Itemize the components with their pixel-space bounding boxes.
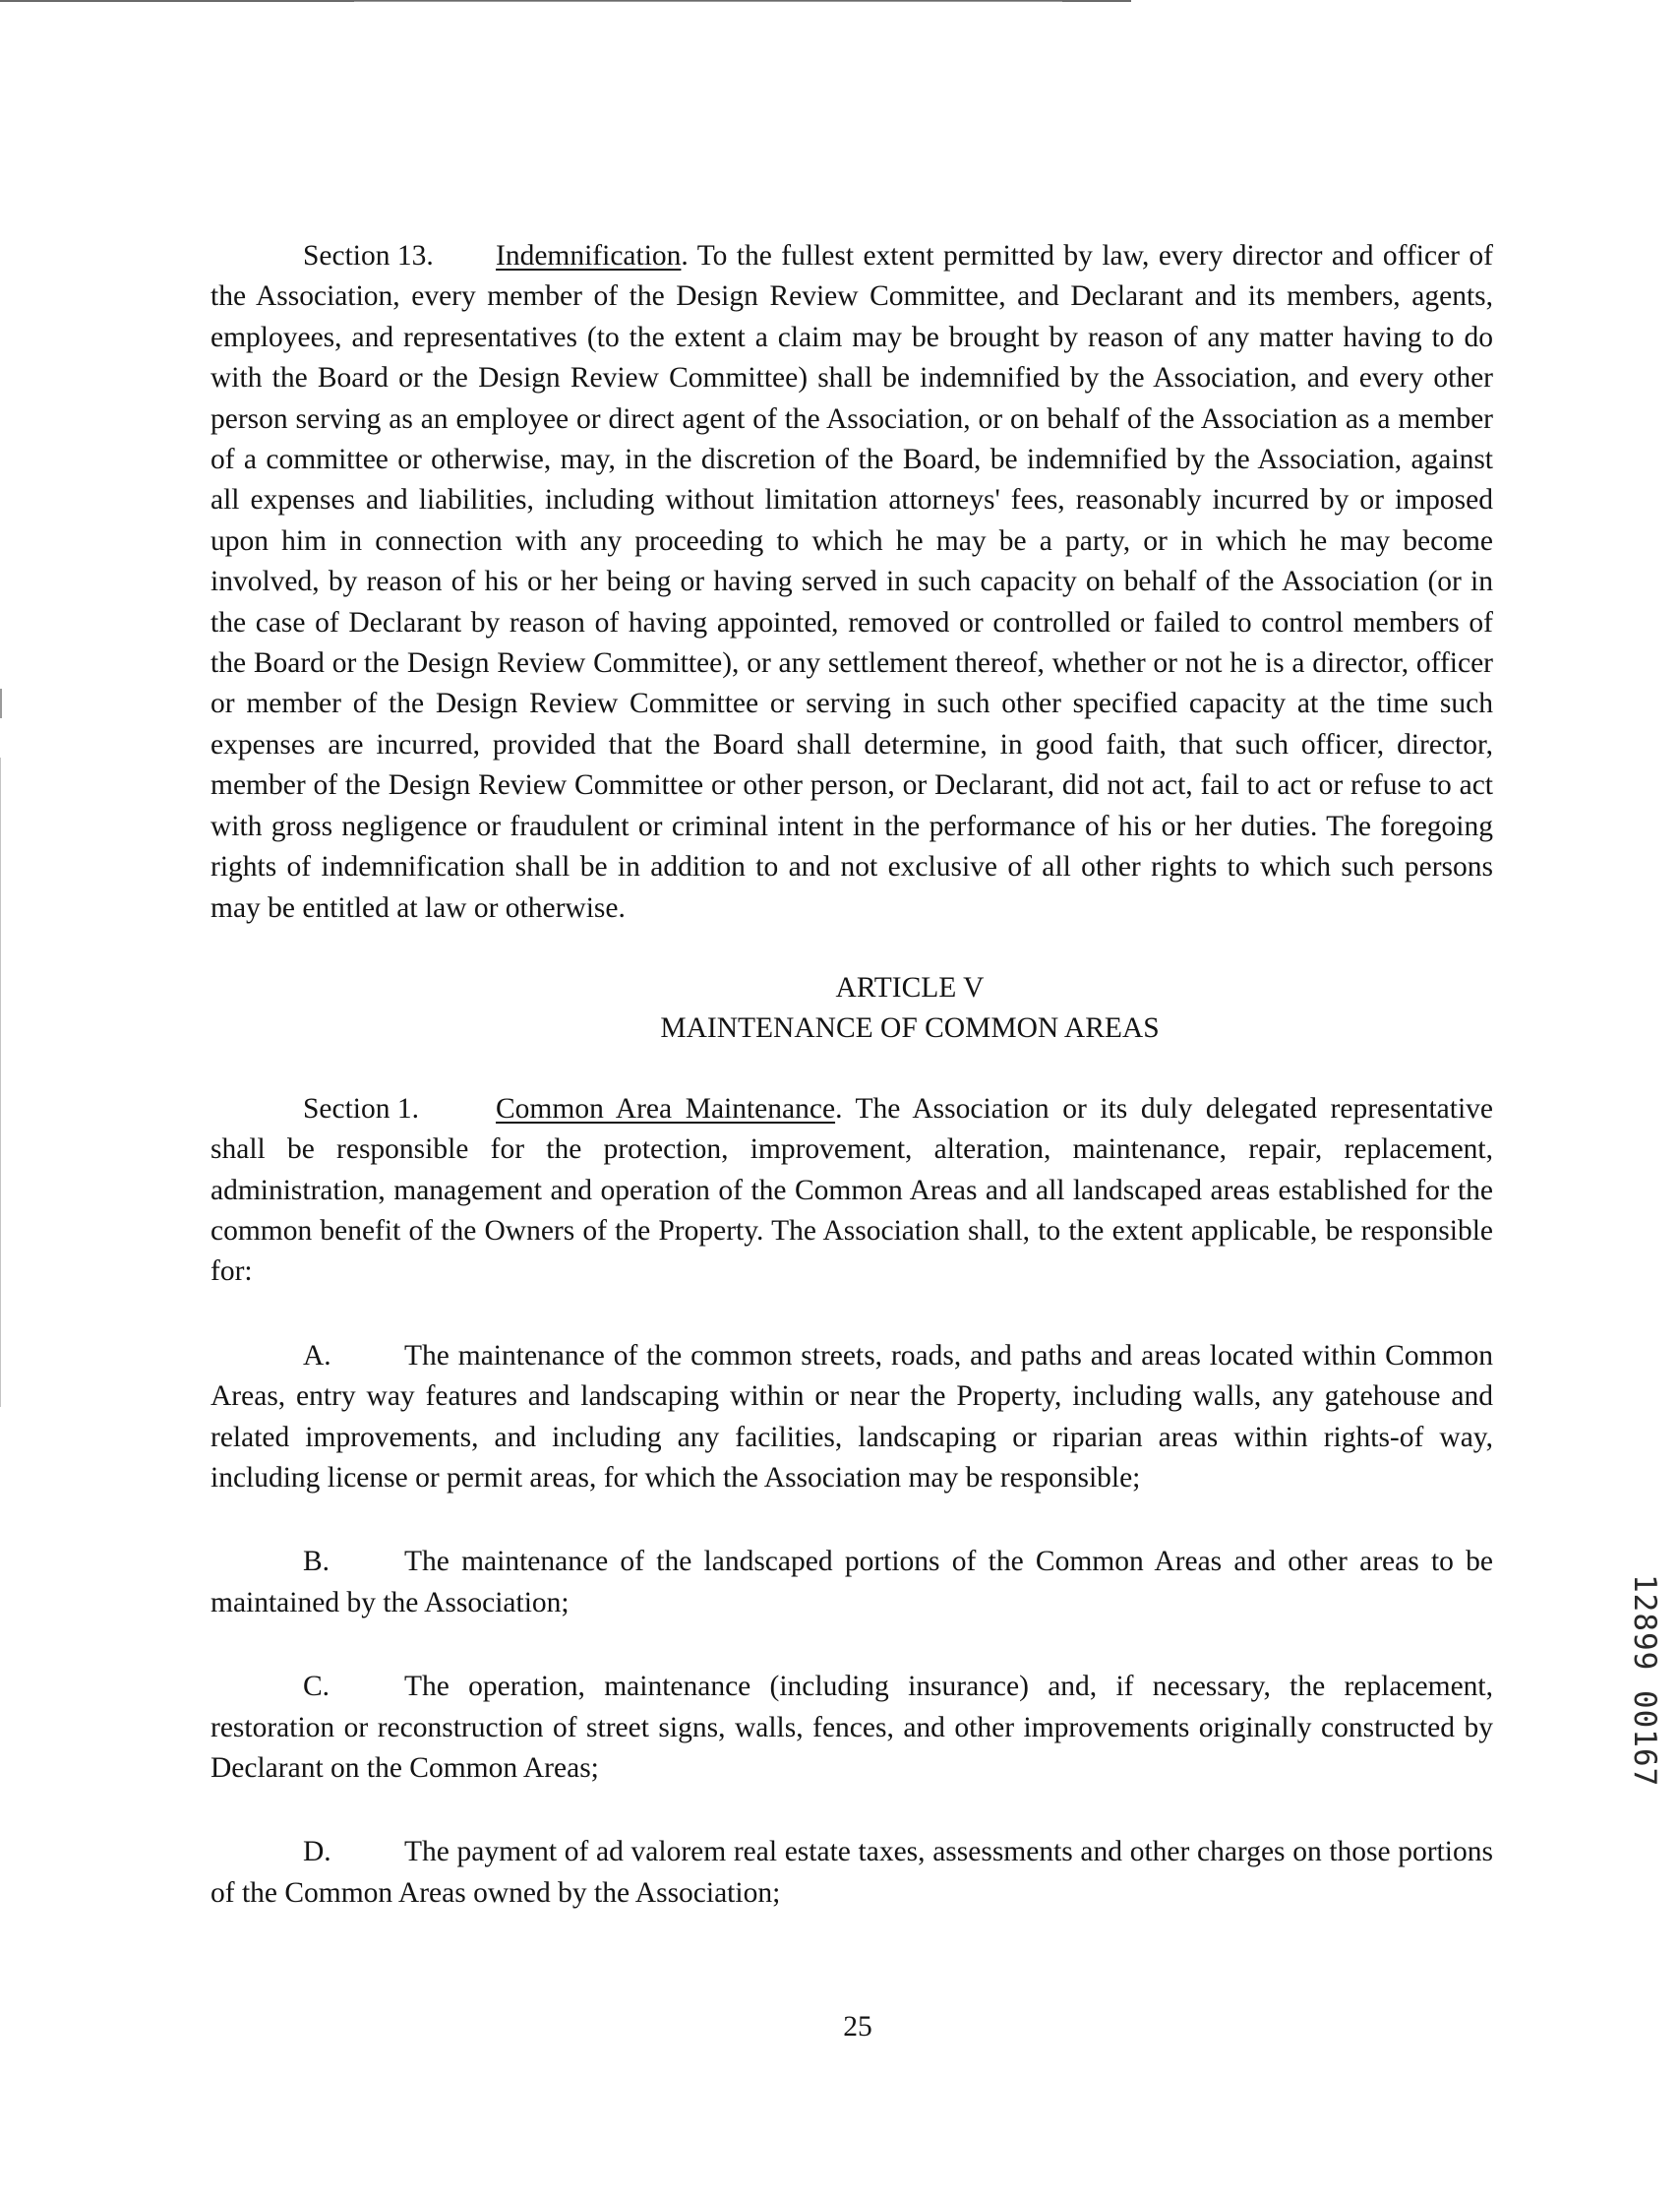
- list-item-c: [210, 1667, 1493, 1789]
- scan-edge-top-inner: [354, 1, 1062, 2]
- scan-margin-edge: [0, 758, 1, 1407]
- recording-stamp-text: 12899 00167: [1627, 1574, 1662, 1788]
- section-13-paragraph: [210, 236, 1493, 929]
- section-1-text: . The Association or its duly delegated representative shall be responsible for the protection, improvement, alteration, maintenance, repair, replacement, administration, management and operation of the Common Areas and all landscaped areas established for the common benefit of the Owners of the Property. The Association shall, to the extent applicable, be responsible for:: [210, 1092, 1493, 1288]
- list-item-letter: D.: [303, 1836, 331, 1868]
- section-13-number: Section 13.: [303, 240, 434, 272]
- article-title: MAINTENANCE OF COMMON AREAS: [660, 1012, 1160, 1045]
- list-item-text: The payment of ad valorem real estate taxes, assessments and other charges on those portions of the Common Areas owned by the Association;: [210, 1836, 1493, 1909]
- section-1-heading: Common Area Maintenance: [496, 1092, 836, 1125]
- recording-stamp: [1613, 1574, 1672, 1869]
- section-1-number: Section 1.: [303, 1092, 419, 1125]
- page-number: 25: [843, 2011, 872, 2043]
- list-item-text: The maintenance of the common streets, roads, and paths and areas located within Common Areas, entry way features and landscaping within or near the Property, including walls, any gatehouse and related improvements, and including any facilities, landscaping or riparian areas within rights-of way, including license or permit areas, for which the Association may be responsible;: [210, 1339, 1493, 1494]
- section-1-paragraph: [210, 1089, 1493, 1293]
- list-item-letter: B.: [303, 1546, 330, 1578]
- list-item-text: The operation, maintenance (including insurance) and, if necessary, the replacement, restoration or reconstruction of street signs, walls, fences, and other improvements originally constructed by Declarant on the Common Areas;: [210, 1671, 1493, 1784]
- list-item-b: [210, 1542, 1493, 1623]
- article-number: ARTICLE V: [835, 971, 985, 1004]
- section-13-heading: Indemnification: [496, 240, 682, 272]
- list-item-letter: A.: [303, 1339, 331, 1372]
- list-item-text: The maintenance of the landscaped portions of the Common Areas and other areas to be maintained by the Association;: [210, 1546, 1493, 1618]
- document-body: [210, 236, 1493, 1914]
- section-13-text: . To the fullest extent permitted by law, every director and officer of the Association, every member of the Design Review Committee, and Declarant and its members, agents, employees, and representatives (to the extent a claim may be brought by reason of any matter having to do with the Board or the Design Review Committee) shall be indemnified by the Association, and every other person serving as an employee or direct agent of the Association, or on behalf of the Association as a member of a committee or otherwise, may, in the discretion of the Board, be indemnified by the Association, against all expenses and liabilities, including without limitation attorneys' fees, reasonably incurred by or imposed upon him in connection with any proceeding to which he may be a party, or in which he may become involved, by reason of his or her being or having served in such capacity on behalf of the Association (or in the case of Declarant by reason of having appointed, removed or controlled or failed to control members of the Board or the Design Review Committee), or any settlement thereof, whether or not he is a director, officer or member of the Design Review Committee or serving in such other specified capacity at the time such expenses are incurred, provided that the Board shall determine, in good faith, that such officer, director, member of the Design Review Committee or other person, or Declarant, did not act, fail to act or refuse to act with gross negligence or fraudulent or criminal intent in the performance of his or her duties. The foregoing rights of indemnification shall be in addition to and not exclusive of all other rights to which such persons may be entitled at law or otherwise.: [210, 240, 1493, 924]
- list-item-d: [210, 1832, 1493, 1914]
- list-item-a: [210, 1336, 1493, 1499]
- scan-margin-mark: [0, 689, 2, 718]
- list-item-letter: C.: [303, 1671, 330, 1703]
